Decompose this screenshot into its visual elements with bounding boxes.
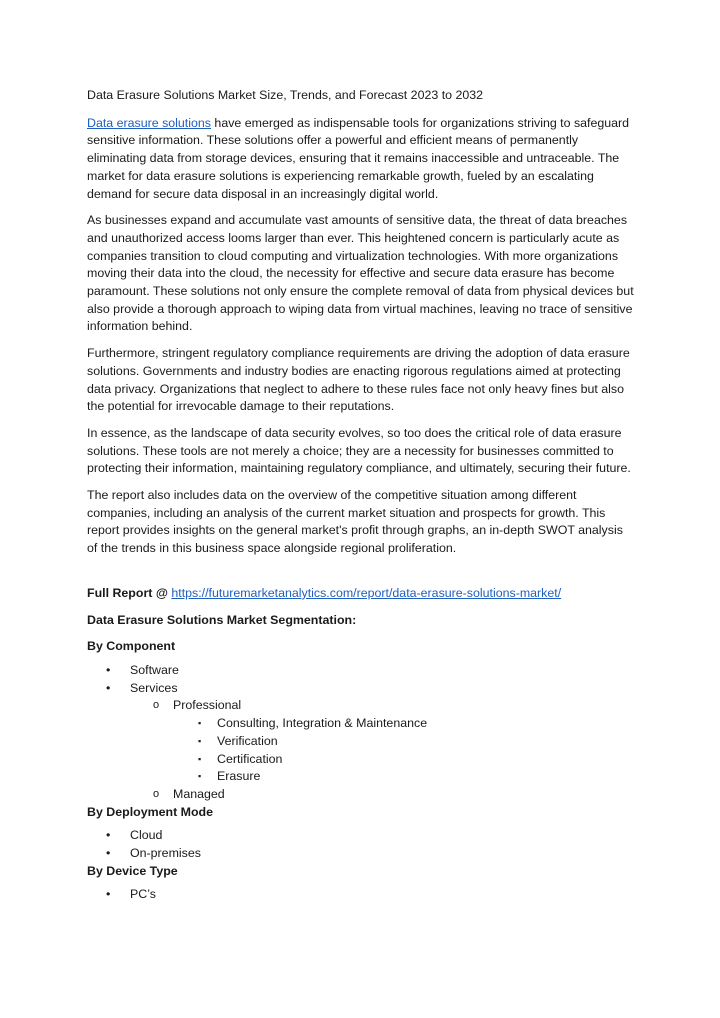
data-erasure-solutions-link[interactable]: Data erasure solutions: [87, 115, 211, 130]
bullet-marker: •: [106, 662, 111, 677]
list-item-label: Verification: [217, 733, 278, 748]
list-item: [87, 697, 635, 715]
list-item: [87, 680, 635, 698]
full-report-link[interactable]: https://futuremarketanalytics.com/report/data-erasure-solutions-market/: [171, 585, 562, 600]
list-item: [87, 845, 635, 863]
list-item-label: Consulting, Integration & Maintenance: [217, 716, 428, 731]
square-marker: ▪: [198, 735, 202, 746]
list-item: [87, 733, 635, 751]
list-item-label: Certification: [217, 751, 283, 766]
list-item-label: Professional: [173, 698, 242, 713]
list-item: [87, 662, 635, 680]
component-list: [87, 662, 635, 804]
list-item-label: Cloud: [130, 828, 163, 843]
list-item: [87, 827, 635, 845]
list-item-label: Erasure: [217, 769, 261, 784]
list-item-label: On-premises: [130, 846, 201, 861]
document-body: [87, 87, 635, 904]
intro-paragraph-text: have emerged as indispensable tools for organizations striving to safeguard sensitive information. These solutions offer a powerful and efficient means of permanently eliminating data from storage devices, ensuring that it remains inaccessible and untraceable. The market for data erasure solutions is experiencing remarkable growth, fueled by an escalating demand for secure data disposal in an increasingly digital world.: [87, 115, 630, 201]
list-item-label: Software: [130, 662, 179, 677]
list-item-label: Managed: [173, 786, 225, 801]
circle-marker: o: [153, 787, 160, 800]
by-component-heading: By Component: [87, 639, 176, 654]
full-report-line: [87, 585, 635, 603]
paragraph-essence: In essence, as the landscape of data security evolves, so too does the critical role of data erasure solutions. These tools are not merely a choice; they are a necessity for businesses committed to protecting their information, maintaining regulatory compliance, and ultimately, securing their future.: [87, 425, 631, 476]
list-item-label: PC’s: [130, 887, 156, 902]
square-marker: ▪: [198, 718, 202, 729]
paragraph-report: The report also includes data on the overview of the competitive situation among different companies, including an analysis of the current market situation and prospects for growth. This report provides insights on the general market's profit through graphs, an in-depth SWOT analysis of the trends in this business space alongside regional proliferation.: [87, 488, 623, 556]
list-item: [87, 768, 635, 786]
spacer: [87, 567, 635, 585]
list-item: [87, 751, 635, 769]
list-item: [87, 786, 635, 804]
bullet-marker: •: [106, 887, 111, 902]
device-list: [87, 886, 635, 904]
circle-marker: o: [153, 699, 160, 712]
by-device-heading: By Device Type: [87, 863, 178, 878]
bullet-marker: •: [106, 846, 111, 861]
segmentation-title: Data Erasure Solutions Market Segmentation:: [87, 612, 357, 627]
intro-paragraph: [87, 115, 635, 204]
deployment-list: [87, 827, 635, 862]
list-item-label: Services: [130, 680, 178, 695]
paragraph-regulation: Furthermore, stringent regulatory compliance requirements are driving the adoption of data erasure solutions. Governments and industry bodies are enacting rigorous regulations aimed at protecting data privacy. Organizations that neglect to adhere to these rules face not only heavy fines but also the potential for irrevocable damage to their reputations.: [87, 346, 630, 414]
square-marker: ▪: [198, 753, 202, 764]
list-item: [87, 886, 635, 904]
list-item: [87, 715, 635, 733]
bullet-marker: •: [106, 680, 111, 695]
square-marker: ▪: [198, 771, 202, 782]
document-title: Data Erasure Solutions Market Size, Trends, and Forecast 2023 to 2032: [87, 88, 484, 102]
by-deployment-heading: By Deployment Mode: [87, 804, 213, 819]
paragraph-cloud: As businesses expand and accumulate vast amounts of sensitive data, the threat of data breaches and unauthorized access looms larger than ever. This heightened concern is particularly acute as companies transition to cloud computing and virtualization technologies. With more organizations moving their data into the cloud, the necessity for effective and secure data erasure has become paramount. These solutions not only ensure the complete removal of data from physical devices but also provide a thorough approach to wiping data from virtual machines, leaving no trace of sensitive information behind.: [87, 213, 634, 334]
bullet-marker: •: [106, 828, 111, 843]
full-report-label: Full Report @: [87, 585, 172, 600]
